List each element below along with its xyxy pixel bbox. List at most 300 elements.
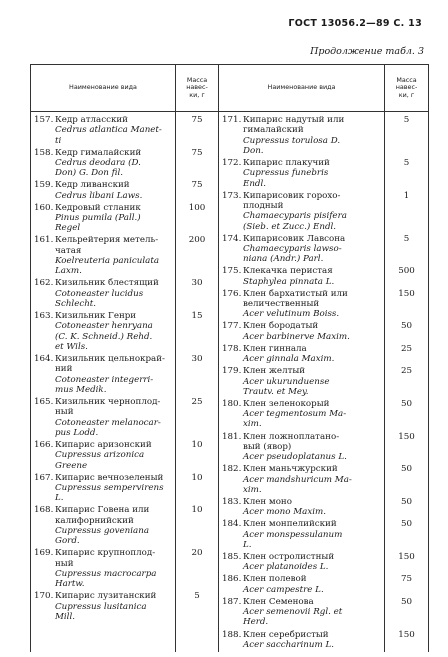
- latin-name-line: Cupressus funebris: [243, 168, 329, 179]
- latin-name-line: pus Lodd.: [55, 427, 99, 438]
- russian-name-line: Клен желтый: [243, 366, 306, 377]
- mass-blank-line: [176, 136, 218, 146]
- entry-number: 166.: [34, 440, 54, 451]
- species-entry: [222, 158, 382, 189]
- mass-blank-line: [385, 485, 428, 495]
- species-entry: [34, 311, 173, 352]
- species-entry: [34, 440, 173, 471]
- latin-name-line: Acer ukurunduense: [243, 376, 330, 387]
- mass-blank-line: [385, 222, 428, 232]
- mass-blank-line: [385, 419, 428, 429]
- mass-blank-line: [176, 526, 218, 536]
- entry-number: 168.: [34, 505, 54, 516]
- species-entry: [222, 464, 382, 495]
- mass-value: 75: [191, 147, 203, 158]
- mass-value: 500: [398, 266, 415, 277]
- russian-name-line: Клен моно: [243, 496, 292, 507]
- species-mass-table: [30, 64, 429, 652]
- latin-name-line: Cotoneaster integerri-: [55, 374, 154, 385]
- entry-number: 162.: [34, 278, 54, 289]
- mass-blank-line: [385, 136, 428, 146]
- latin-name-line: Cupressus goveniana: [55, 526, 149, 537]
- latin-name-line: Acer monspessulanum: [243, 529, 343, 540]
- mass-blank-line: [385, 332, 428, 342]
- species-name: [55, 591, 173, 622]
- entry-number: 167.: [34, 472, 54, 483]
- mass-blank-line: [385, 387, 428, 397]
- latin-name-line: Acer saccharinum L.: [243, 639, 334, 650]
- latin-name-line: Greene: [55, 460, 88, 471]
- species-entry: [34, 591, 173, 622]
- mass-value-cell: [176, 440, 218, 471]
- russian-name-line: Клен серебристый: [243, 629, 329, 640]
- mass-value-cell: [176, 473, 218, 504]
- species-name: [55, 180, 173, 201]
- mass-blank-line: [385, 540, 428, 550]
- mass-value-cell: [385, 399, 428, 430]
- mass-blank-line: [385, 452, 428, 462]
- latin-name-line: ti: [55, 135, 62, 146]
- mass-blank-line: [176, 579, 218, 589]
- mass-blank-line: [176, 364, 218, 374]
- species-entry: [222, 399, 382, 430]
- species-name: [55, 505, 173, 546]
- table-body-row: [31, 112, 429, 652]
- species-entry: [34, 397, 173, 438]
- latin-name-line: Acer mono Maxim.: [243, 507, 327, 518]
- mass-value: 50: [400, 321, 413, 332]
- mass-value-cell: [176, 505, 218, 546]
- mass-value: 150: [398, 431, 415, 442]
- latin-name-line: Acer barbinerve Maxim.: [243, 331, 350, 342]
- right-mass-column: [385, 112, 429, 652]
- mass-blank-line: [176, 559, 218, 569]
- mass-blank-line: [176, 342, 218, 352]
- russian-name-line: ный: [55, 558, 74, 569]
- species-entry: [34, 473, 173, 504]
- mass-value-cell: [385, 266, 428, 287]
- mass-blank-line: [385, 168, 428, 178]
- latin-name-line: Chamaecyparis pisifera: [243, 211, 347, 222]
- species-entry: [34, 180, 173, 201]
- mass-blank-line: [385, 409, 428, 419]
- species-name: [55, 354, 173, 395]
- table-continuation-label: Продолжение табл. 3: [310, 46, 424, 57]
- mass-value: 25: [400, 343, 413, 354]
- mass-blank-line: [385, 475, 428, 485]
- mass-value: 30: [191, 354, 203, 365]
- species-entry: [222, 574, 382, 595]
- latin-name-line: Cupressus sempervirens: [55, 483, 164, 494]
- mass-value-cell: [385, 234, 428, 265]
- russian-name-line: Кипарис надутый или: [243, 115, 345, 125]
- species-entry: [222, 321, 382, 342]
- mass-value: 75: [191, 180, 203, 191]
- mass-blank-line: [385, 530, 428, 540]
- species-name: [55, 473, 173, 504]
- mass-value: 5: [403, 233, 410, 244]
- latin-name-line: (C. K. Schneid.) Rehd.: [55, 331, 153, 342]
- species-name: [55, 203, 173, 234]
- mass-blank-line: [385, 377, 428, 387]
- latin-name-line: Cotoneaster lucidus: [55, 288, 144, 299]
- mass-value: 50: [400, 398, 413, 409]
- species-name: [243, 366, 382, 397]
- latin-name-line: Acer platanoides L.: [243, 562, 329, 573]
- mass-blank-line: [176, 385, 218, 395]
- mass-blank-line: [385, 299, 428, 309]
- mass-value-cell: [385, 321, 428, 342]
- entry-number: 184.: [222, 519, 242, 530]
- mass-blank-line: [176, 321, 218, 331]
- latin-name-line: Acer tegmentosum Ma-: [243, 409, 347, 420]
- species-name: [243, 464, 382, 495]
- species-name: [55, 278, 173, 309]
- mass-value: 10: [191, 505, 203, 516]
- latin-name-line: Cedrus libani Laws.: [55, 190, 143, 201]
- species-name: [243, 519, 382, 550]
- latin-name-line: L.: [243, 539, 252, 550]
- mass-value-cell: [385, 191, 428, 232]
- latin-name-line: (Sieb. et Zucc.) Endl.: [243, 221, 337, 232]
- russian-name-line: Кипарис аризонский: [55, 440, 152, 451]
- mass-value-cell: [176, 203, 218, 234]
- species-entry: [222, 344, 382, 365]
- russian-name-line: ний: [55, 364, 73, 375]
- entry-number: 169.: [34, 548, 54, 559]
- latin-name-line: Acer semenovii Rgl. et: [243, 607, 343, 618]
- species-name: [55, 397, 173, 438]
- mass-blank-line: [385, 254, 428, 264]
- latin-name-line: Cedrus atlantica Manet-: [55, 125, 162, 136]
- mass-blank-line: [176, 450, 218, 460]
- mass-blank-line: [385, 442, 428, 452]
- mass-value-cell: [385, 289, 428, 320]
- entry-spacer: [222, 650, 382, 652]
- entry-number: 182.: [222, 464, 242, 475]
- mass-value: 100: [188, 202, 206, 213]
- russian-name-line: Клен бородатый: [243, 321, 319, 332]
- mass-value: 20: [191, 548, 203, 559]
- latin-name-line: Acer pseudoplatanus L.: [243, 452, 347, 463]
- entry-number: 163.: [34, 311, 54, 322]
- entry-number: 165.: [34, 397, 54, 408]
- russian-name-line: Кизильник черноплод-: [55, 397, 161, 408]
- species-name: [55, 311, 173, 352]
- species-entry: [34, 548, 173, 589]
- russian-name-line: Кипарис плакучий: [243, 157, 330, 168]
- latin-name-line: Cotoneaster henryana: [55, 321, 153, 332]
- latin-name-line: et Wils.: [55, 342, 88, 353]
- latin-name-line: Cedrus deodara (D.: [55, 157, 141, 168]
- mass-blank-line: [176, 213, 218, 223]
- mass-value: 30: [191, 278, 203, 289]
- species-name: [243, 289, 382, 320]
- mass-blank-line: [385, 354, 428, 364]
- species-entry: [222, 432, 382, 463]
- species-entry: [222, 266, 382, 287]
- mass-blank-line: [176, 266, 218, 276]
- mass-value-cell: [385, 497, 428, 518]
- species-entry: [34, 235, 173, 276]
- entry-number: 183.: [222, 496, 242, 507]
- mass-value-cell: [385, 432, 428, 463]
- species-name: [243, 630, 382, 651]
- entry-number: 157.: [34, 115, 54, 125]
- mass-blank-line: [385, 179, 428, 189]
- species-name: [55, 148, 173, 179]
- mass-value-cell: [385, 552, 428, 573]
- mass-value: 5: [403, 115, 410, 125]
- species-name: [243, 432, 382, 463]
- latin-name-line: xim.: [243, 419, 262, 430]
- mass-blank-line: [176, 299, 218, 309]
- mass-value-cell: [176, 148, 218, 179]
- russian-name-line: Кипарисовик Лавсона: [243, 233, 346, 244]
- mass-value-cell: [385, 519, 428, 550]
- species-entry: [222, 289, 382, 320]
- mass-blank-line: [176, 516, 218, 526]
- russian-name-line: Клекачка перистая: [243, 266, 333, 277]
- species-entry: [34, 354, 173, 395]
- latin-name-line: Cupressus lusitanica: [55, 601, 147, 612]
- entry-number: 187.: [222, 596, 242, 607]
- russian-name-line: Кизильник блестящий: [55, 278, 159, 289]
- species-entry: [222, 519, 382, 550]
- mass-blank-line: [385, 507, 428, 517]
- russian-name-line: Кипарисовик горохо-: [243, 190, 341, 201]
- mass-blank-line: [176, 168, 218, 178]
- russian-name-line: Кельрейтерия метель-: [55, 235, 159, 246]
- species-entry: [222, 552, 382, 573]
- species-name: [243, 234, 382, 265]
- entry-number: 175.: [222, 266, 242, 277]
- latin-name-line: Laxm.: [55, 266, 82, 277]
- mass-header-line: навес-: [395, 83, 418, 92]
- mass-blank-line: [385, 244, 428, 254]
- mass-blank-line: [176, 493, 218, 503]
- standard-code-header: ГОСТ 13056.2—89 С. 13: [288, 18, 422, 29]
- species-entry: [34, 148, 173, 179]
- mass-value: 50: [400, 596, 413, 607]
- russian-name-line: Кедр атласский: [55, 115, 128, 125]
- entry-number: 159.: [34, 180, 54, 191]
- latin-name-line: Acer ginnala Maxim.: [243, 354, 335, 365]
- latin-name-line: Gord.: [55, 536, 80, 547]
- mass-blank-line: [176, 246, 218, 256]
- mass-value: 75: [400, 574, 413, 585]
- mass-blank-line: [176, 602, 218, 612]
- mass-blank-line: [176, 191, 218, 201]
- latin-name-line: L.: [55, 493, 64, 504]
- latin-name-line: mus Medik.: [55, 385, 107, 395]
- mass-blank-line: [176, 407, 218, 417]
- russian-name-line: Кипарис Говена или: [55, 505, 150, 516]
- latin-name-line: Acer velutinum Boiss.: [243, 309, 340, 320]
- species-entry: [222, 597, 382, 628]
- latin-name-line: Cupressus arizonica: [55, 450, 145, 461]
- latin-name-line: Hartw.: [55, 579, 85, 590]
- mass-value-cell: [176, 354, 218, 395]
- header-species-name-left: Наименование вида: [31, 65, 176, 112]
- mass-blank-line: [176, 418, 218, 428]
- russian-name-line: Кипарис лузитанский: [55, 591, 157, 602]
- species-name: [243, 597, 382, 628]
- mass-value: 10: [191, 472, 203, 483]
- russian-name-line: Клен ложноплатано-: [243, 431, 340, 442]
- mass-value-cell: [176, 278, 218, 309]
- species-name: [243, 574, 382, 595]
- russian-name-line: Кизильник цельнокрай-: [55, 354, 165, 365]
- mass-header-line: ки, г: [398, 90, 415, 99]
- mass-blank-line: [385, 640, 428, 650]
- russian-name-line: Кипарис крупноплод-: [55, 548, 156, 559]
- latin-name-line: niana (Andr.) Parl.: [243, 254, 324, 265]
- mass-header-line: ки, г: [189, 90, 205, 99]
- mass-blank-line: [176, 612, 218, 622]
- mass-value: 150: [398, 629, 415, 640]
- russian-name-line: величественный: [243, 299, 320, 310]
- mass-header-line: навес-: [186, 83, 208, 92]
- mass-blank-line: [385, 607, 428, 617]
- russian-name-line: Кедр ливанский: [55, 180, 130, 191]
- header-mass-left: [176, 65, 219, 112]
- entry-number: 171.: [222, 115, 242, 125]
- mass-blank-line: [176, 332, 218, 342]
- mass-header-line: Масса: [396, 75, 417, 84]
- left-species-column: [31, 112, 176, 652]
- entry-number: 174.: [222, 233, 242, 244]
- russian-name-line: Кизильник Генри: [55, 311, 137, 322]
- latin-name-line: Mill.: [55, 612, 75, 623]
- mass-blank-line: [176, 483, 218, 493]
- species-name: [55, 440, 173, 471]
- russian-name-line: чатая: [55, 245, 82, 256]
- mass-value: 25: [191, 397, 203, 408]
- mass-blank-line: [385, 277, 428, 287]
- mass-value: 5: [403, 157, 410, 168]
- mass-blank-line: [385, 585, 428, 595]
- entry-number: 181.: [222, 431, 242, 442]
- header-species-name-right: Наименование вида: [219, 65, 385, 112]
- latin-name-line: xim.: [243, 484, 262, 495]
- species-name: [243, 321, 382, 342]
- entry-number: 161.: [34, 235, 54, 246]
- russian-name-line: вый (явор): [243, 441, 292, 452]
- mass-value: 25: [400, 366, 413, 377]
- entry-number: 176.: [222, 288, 242, 299]
- entry-number: 178.: [222, 343, 242, 354]
- header-mass-right: [385, 65, 429, 112]
- entry-number: 170.: [34, 591, 54, 602]
- mass-value: 1: [403, 190, 410, 201]
- mass-value: 50: [400, 519, 413, 530]
- species-name: [243, 158, 382, 189]
- russian-name-line: Клен маньчжурский: [243, 464, 338, 475]
- russian-name-line: Клен бархатистый или: [243, 288, 348, 299]
- mass-blank-line: [176, 289, 218, 299]
- entry-spacer: [34, 622, 173, 624]
- mass-blank-line: [176, 536, 218, 546]
- mass-blank-line: [176, 569, 218, 579]
- latin-name-line: Don.: [243, 145, 264, 156]
- mass-value-cell: [385, 464, 428, 495]
- entry-number: 158.: [34, 147, 54, 158]
- species-entry: [222, 366, 382, 397]
- mass-value: 75: [191, 115, 203, 125]
- russian-name-line: ный: [55, 407, 74, 418]
- latin-name-line: Cupressus macrocarpa: [55, 569, 157, 580]
- mass-value: 5: [194, 591, 200, 602]
- species-name: [243, 344, 382, 365]
- species-name: [243, 552, 382, 573]
- species-entry: [34, 203, 173, 234]
- entry-number: 179.: [222, 366, 242, 377]
- mass-value-cell: [385, 597, 428, 628]
- mass-header-line: Масса: [186, 75, 208, 84]
- entry-number: 172.: [222, 157, 242, 168]
- mass-value: 50: [400, 464, 413, 475]
- species-entry: [222, 115, 382, 156]
- species-entry: [222, 497, 382, 518]
- entry-number: 185.: [222, 552, 242, 563]
- mass-blank-line: [176, 461, 218, 471]
- mass-blank-line: [385, 146, 428, 156]
- species-name: [243, 115, 382, 156]
- russian-name-line: Кедр гималайский: [55, 147, 142, 158]
- russian-name-line: калифорнийский: [55, 515, 134, 526]
- latin-name-line: Koelreuteria paniculata: [55, 256, 160, 267]
- right-species-column: [219, 112, 385, 652]
- mass-value-cell: [176, 180, 218, 201]
- species-entry: [222, 191, 382, 232]
- mass-blank-line: [385, 617, 428, 627]
- left-mass-column: [176, 112, 219, 652]
- russian-name-line: Кедровый стланик: [55, 202, 141, 213]
- latin-name-line: Staphylea pinnata L.: [243, 276, 335, 287]
- mass-value: 10: [191, 440, 203, 451]
- mass-value-cell: [385, 158, 428, 189]
- mass-value-cell: [176, 235, 218, 276]
- species-entry: [34, 115, 173, 146]
- mass-value: 15: [191, 311, 203, 322]
- latin-name-line: Acer mandshuricum Ma-: [243, 474, 352, 485]
- latin-name-line: Schlecht.: [55, 299, 97, 310]
- mass-blank-line: [176, 223, 218, 233]
- species-entry: [222, 630, 382, 651]
- latin-name-line: Don) G. Don fil.: [55, 168, 123, 179]
- mass-value-cell: [176, 311, 218, 352]
- entry-spacer: [176, 622, 218, 624]
- latin-name-line: Trautv. et Mey.: [243, 386, 309, 397]
- mass-value-cell: [385, 574, 428, 595]
- russian-name-line: Клен остролистный: [243, 552, 335, 563]
- latin-name-line: Pinus pumila (Pall.): [55, 213, 141, 224]
- species-name: [243, 266, 382, 287]
- mass-blank-line: [176, 256, 218, 266]
- species-name: [243, 191, 382, 232]
- mass-blank-line: [176, 375, 218, 385]
- russian-name-line: гималайский: [243, 125, 304, 136]
- table-header-row: [31, 65, 429, 112]
- russian-name-line: Клен зеленокорый: [243, 398, 330, 409]
- russian-name-line: Клен гиннала: [243, 343, 307, 354]
- mass-blank-line: [176, 158, 218, 168]
- mass-value-cell: [176, 591, 218, 622]
- russian-name-line: Кипарис вечнозеленый: [55, 472, 164, 483]
- russian-name-line: Клен полевой: [243, 574, 307, 585]
- entry-spacer: [385, 650, 428, 652]
